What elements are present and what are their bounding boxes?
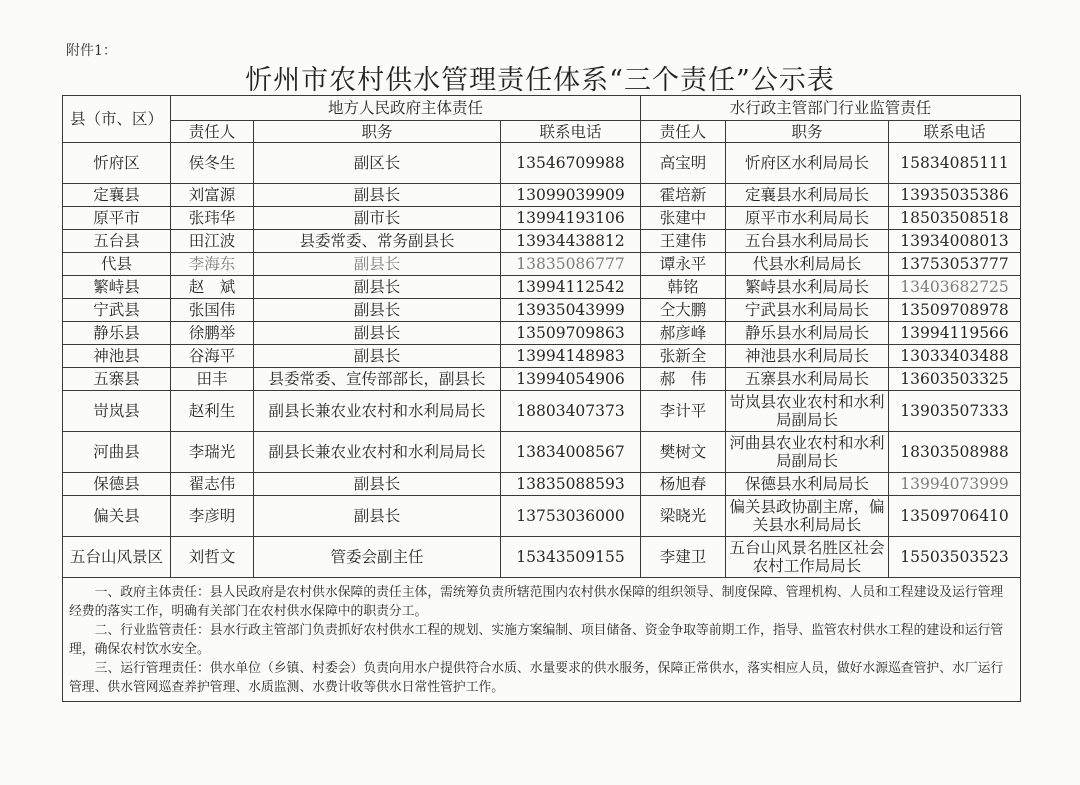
header-water-position: 职务 [726,121,889,143]
cell-county: 宁武县 [63,299,171,322]
cell-g-name: 赵 斌 [171,276,254,299]
cell-county: 五寨县 [63,368,171,391]
cell-w-name: 张建中 [641,207,726,230]
cell-w-name: 梁晓光 [641,496,726,537]
cell-g-pos: 副县长 [254,473,501,496]
cell-g-name: 侯冬生 [171,143,254,184]
cell-g-tel: 13934438812 [501,230,641,253]
cell-w-name: 高宝明 [641,143,726,184]
cell-w-pos: 五台山风景名胜区社会农村工作局局长 [726,537,889,578]
cell-g-name: 徐鹏举 [171,322,254,345]
cell-g-tel: 13935043999 [501,299,641,322]
cell-county: 原平市 [63,207,171,230]
table-row [63,432,1021,473]
cell-g-tel: 13994148983 [501,345,641,368]
cell-w-name: 霍培新 [641,184,726,207]
cell-w-name: 郝彦峰 [641,322,726,345]
cell-w-pos: 静乐县水利局局长 [726,322,889,345]
header-row-group [63,96,1021,121]
cell-g-name: 刘哲文 [171,537,254,578]
cell-w-tel: 15834085111 [889,143,1021,184]
cell-g-tel: 13994193106 [501,207,641,230]
cell-g-pos: 管委会副主任 [254,537,501,578]
cell-w-name: 王建伟 [641,230,726,253]
cell-w-pos: 繁峙县水利局局长 [726,276,889,299]
table-row [63,207,1021,230]
cell-g-name: 张国伟 [171,299,254,322]
cell-w-tel: 13903507333 [889,391,1021,432]
cell-w-name: 李建卫 [641,537,726,578]
cell-g-name: 谷海平 [171,345,254,368]
cell-g-pos: 副县长兼农业农村和水利局局长 [254,432,501,473]
cell-w-pos: 偏关县政协副主席，偏关县水利局局长 [726,496,889,537]
cell-g-name: 赵利生 [171,391,254,432]
cell-w-name: 郝 伟 [641,368,726,391]
header-gov-position: 职务 [254,121,501,143]
cell-g-name: 李海东 [171,253,254,276]
cell-county: 偏关县 [63,496,171,537]
cell-w-tel: 15503503523 [889,537,1021,578]
cell-g-pos: 副县长 [254,184,501,207]
cell-w-tel: 13033403488 [889,345,1021,368]
cell-g-pos: 副区长 [254,143,501,184]
cell-g-tel: 13753036000 [501,496,641,537]
cell-g-tel: 13835088593 [501,473,641,496]
cell-w-pos: 岢岚县农业农村和水利局副局长 [726,391,889,432]
cell-w-name: 仝大鹏 [641,299,726,322]
cell-w-name: 李计平 [641,391,726,432]
cell-g-tel: 13546709988 [501,143,641,184]
cell-w-pos: 忻府区水利局局长 [726,143,889,184]
cell-w-pos: 代县水利局局长 [726,253,889,276]
cell-g-tel: 13509709863 [501,322,641,345]
cell-county: 五台县 [63,230,171,253]
table-row [63,299,1021,322]
cell-g-name: 刘富源 [171,184,254,207]
cell-county: 代县 [63,253,171,276]
cell-county: 河曲县 [63,432,171,473]
cell-w-tel: 13753053777 [889,253,1021,276]
cell-g-tel: 13835086777 [501,253,641,276]
cell-county: 静乐县 [63,322,171,345]
notes-cell [63,578,1021,702]
cell-g-pos: 县委常委、常务副县长 [254,230,501,253]
responsibility-table [62,95,1021,702]
cell-g-pos: 副县长兼农业农村和水利局局长 [254,391,501,432]
header-water-group: 水行政主管部门行业监管责任 [641,96,1021,121]
cell-g-name: 李彦明 [171,496,254,537]
cell-w-pos: 五寨县水利局局长 [726,368,889,391]
cell-w-name: 张新全 [641,345,726,368]
cell-county: 岢岚县 [63,391,171,432]
cell-county: 定襄县 [63,184,171,207]
cell-g-pos: 副县长 [254,322,501,345]
cell-w-tel: 13934008013 [889,230,1021,253]
table-row [63,230,1021,253]
header-gov-phone: 联系电话 [501,121,641,143]
cell-g-pos: 副县长 [254,345,501,368]
cell-w-pos: 保德县水利局局长 [726,473,889,496]
table-row [63,368,1021,391]
cell-g-pos: 副县长 [254,276,501,299]
note-government: 一、政府主体责任：县人民政府是农村供水保障的责任主体，需统筹负责所辖范围内农村供水保障的组织领导、制度保障、管理机构、人员和工程建设及运行管理经费的落实工作，明确有关部门在农村供水保障中的职责分工。 [69,585,1004,619]
cell-g-pos: 副县长 [254,299,501,322]
table-row [63,537,1021,578]
table-row [63,143,1021,184]
header-gov-group: 地方人民政府主体责任 [171,96,641,121]
table-row [63,391,1021,432]
cell-g-name: 翟志伟 [171,473,254,496]
header-water-person: 责任人 [641,121,726,143]
cell-w-name: 谭永平 [641,253,726,276]
cell-w-tel: 13509708978 [889,299,1021,322]
cell-g-pos: 县委常委、宣传部部长，副县长 [254,368,501,391]
cell-g-tel: 13994054906 [501,368,641,391]
table-row [63,345,1021,368]
cell-g-tel: 15343509155 [501,537,641,578]
table-row [63,276,1021,299]
cell-w-pos: 河曲县农业农村和水利局副局长 [726,432,889,473]
cell-g-tel: 18803407373 [501,391,641,432]
cell-g-name: 田丰 [171,368,254,391]
table-row [63,496,1021,537]
cell-g-name: 李瑞光 [171,432,254,473]
note-operation: 三、运行管理责任：供水单位（乡镇、村委会）负责向用水户提供符合水质、水量要求的供水服务，保障正常供水，落实相应人员，做好水源巡查管护、水厂运行管理、供水管网巡查养护管理、水质监测、水费计收等供水日常性管护工作。 [69,661,1004,695]
table-row [63,322,1021,345]
header-gov-person: 责任人 [171,121,254,143]
cell-w-pos: 定襄县水利局局长 [726,184,889,207]
header-row-columns [63,121,1021,143]
cell-county: 繁峙县 [63,276,171,299]
cell-g-pos: 副县长 [254,253,501,276]
cell-w-tel: 13509706410 [889,496,1021,537]
cell-county: 五台山风景区 [63,537,171,578]
table-row [63,253,1021,276]
cell-w-tel: 13403682725 [889,276,1021,299]
header-water-phone: 联系电话 [889,121,1021,143]
note-supervision: 二、行业监管责任：县水行政主管部门负责抓好农村供水工程的规划、实施方案编制、项目储备、资金争取等前期工作，指导、监管农村供水工程的建设和运行管理，确保农村饮水安全。 [69,623,1004,657]
cell-g-name: 田江波 [171,230,254,253]
cell-county: 神池县 [63,345,171,368]
cell-w-tel: 13935035386 [889,184,1021,207]
cell-county: 保德县 [63,473,171,496]
table-row [63,184,1021,207]
cell-g-tel: 13099039909 [501,184,641,207]
cell-county: 忻府区 [63,143,171,184]
cell-g-pos: 副县长 [254,496,501,537]
cell-w-name: 樊树文 [641,432,726,473]
cell-w-tel: 18503508518 [889,207,1021,230]
header-county: 县（市、区） [63,96,171,143]
cell-w-tel: 13603503325 [889,368,1021,391]
cell-w-tel: 13994119566 [889,322,1021,345]
cell-w-pos: 原平市水利局局长 [726,207,889,230]
page-title: 忻州市农村供水管理责任体系“三个责任”公示表 [245,65,835,96]
cell-w-pos: 神池县水利局局长 [726,345,889,368]
cell-g-pos: 副市长 [254,207,501,230]
cell-g-name: 张玮华 [171,207,254,230]
cell-g-tel: 13994112542 [501,276,641,299]
cell-g-tel: 13834008567 [501,432,641,473]
cell-w-name: 杨旭春 [641,473,726,496]
cell-w-tel: 13994073999 [889,473,1021,496]
cell-w-tel: 18303508988 [889,432,1021,473]
table-row [63,473,1021,496]
attachment-label: 附件1： [66,43,117,59]
cell-w-pos: 宁武县水利局局长 [726,299,889,322]
cell-w-pos: 五台县水利局局长 [726,230,889,253]
cell-w-name: 韩铭 [641,276,726,299]
